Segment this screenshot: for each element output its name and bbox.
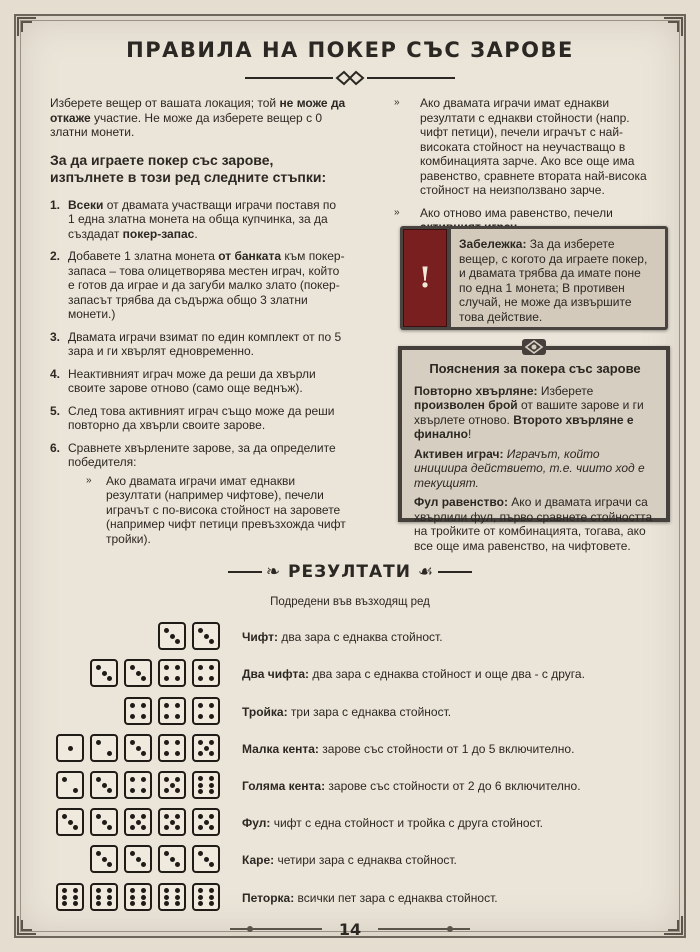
die-pip <box>62 888 67 893</box>
die-pip <box>130 665 135 670</box>
die-pip <box>164 777 169 782</box>
die-face-5-icon <box>158 808 186 836</box>
result-row <box>0 697 700 727</box>
die-pip <box>62 901 67 906</box>
die-face-3-icon <box>56 808 84 836</box>
result-description <box>242 891 498 905</box>
die-face-3-icon <box>158 845 186 873</box>
die-face-3-icon <box>124 845 152 873</box>
result-description <box>242 742 574 756</box>
divider-line <box>438 571 472 573</box>
die-pip <box>107 825 112 830</box>
die-pip <box>102 671 107 676</box>
die-pip <box>170 857 175 862</box>
die-pip <box>198 714 203 719</box>
die-pip <box>136 671 141 676</box>
die-face-6-icon <box>192 771 220 799</box>
die-pip <box>175 895 180 900</box>
result-name: Два чифта: <box>242 667 310 681</box>
die-face-4-icon <box>124 771 152 799</box>
die-pip <box>204 634 209 639</box>
die-pip <box>198 676 203 681</box>
result-name: Малка кента: <box>242 742 319 756</box>
result-row <box>0 734 700 764</box>
die-pip <box>141 788 146 793</box>
die-pip <box>198 703 203 708</box>
step-item: 1. Всеки от двамата участващи играчи поставя по 1 една златна монета на обща купчинка, за да създадат покер-запас. <box>50 197 337 241</box>
die-pip <box>96 888 101 893</box>
die-face-4-icon <box>192 697 220 725</box>
die-pip <box>62 814 67 819</box>
swirl-right-icon: ☙ <box>417 562 435 582</box>
die-pip <box>198 895 203 900</box>
die-pip <box>73 901 78 906</box>
corner-ornament-icon <box>16 16 38 38</box>
die-pip <box>96 895 101 900</box>
die-pip <box>130 777 135 782</box>
step-sub-bullet: » Ако двамата играчи имат еднакви резултати (например чифтове), печели играчът с по-висока стойност на заровете (например чифт петици превъзхожда чифт тройки). <box>86 473 346 546</box>
result-desc: зарове със стойности от 2 до 6 включително. <box>325 779 581 793</box>
die-face-1-icon <box>56 734 84 762</box>
die-face-6-icon <box>56 883 84 911</box>
glossary-title: Пояснения за покера със зарове <box>429 361 641 376</box>
die-pip <box>141 862 146 867</box>
swirl-left-icon: ❧ <box>265 562 282 582</box>
die-pip <box>141 751 146 756</box>
die-pip <box>198 776 203 781</box>
die-pip <box>62 777 67 782</box>
result-row <box>0 622 700 652</box>
die-pip <box>198 901 203 906</box>
die-face-5-icon <box>158 771 186 799</box>
die-pip <box>130 714 135 719</box>
die-pip <box>96 740 101 745</box>
dice-group <box>124 697 220 727</box>
die-pip <box>102 857 107 862</box>
result-description <box>242 667 585 681</box>
die-face-3-icon <box>158 622 186 650</box>
die-pip <box>130 888 135 893</box>
die-face-6-icon <box>124 883 152 911</box>
die-pip <box>102 783 107 788</box>
warning-icon: ! <box>403 229 447 327</box>
die-pip <box>164 676 169 681</box>
dice-group <box>56 808 220 838</box>
die-pip <box>209 825 214 830</box>
steps-heading: За да играете покер със зарове, изпълнете в този ред следните стъпки: <box>50 151 327 185</box>
die-pip <box>209 703 214 708</box>
die-pip <box>164 703 169 708</box>
die-pip <box>198 628 203 633</box>
divider-line <box>228 571 262 573</box>
page-number: 14 <box>338 920 362 939</box>
result-desc: три зара с еднаква стойност. <box>287 705 452 719</box>
die-pip <box>164 814 169 819</box>
die-pip <box>68 746 73 751</box>
result-description <box>242 816 543 830</box>
die-pip <box>204 746 209 751</box>
result-name: Голяма кента: <box>242 779 326 793</box>
die-pip <box>164 901 169 906</box>
die-pip <box>204 820 209 825</box>
die-pip <box>164 851 169 856</box>
result-description <box>242 630 443 644</box>
note-box <box>400 226 668 330</box>
result-row <box>0 845 700 875</box>
die-pip <box>175 740 180 745</box>
result-description <box>242 705 451 719</box>
die-pip <box>130 814 135 819</box>
die-pip <box>136 820 141 825</box>
die-pip <box>209 901 214 906</box>
die-pip <box>209 776 214 781</box>
result-row <box>0 771 700 801</box>
die-pip <box>198 789 203 794</box>
die-pip <box>209 676 214 681</box>
die-face-4-icon <box>158 659 186 687</box>
note-text: Забележка: За да изберете вещер, с когото да играете покер, и двамата трябва да имате поне по една 1 монета; В противен случай, не може да извършите това действие. <box>451 229 665 327</box>
die-pip <box>164 788 169 793</box>
results-heading: ❧ РЕЗУЛТАТИ ☙ <box>0 562 700 582</box>
glossary-item: Повторно хвърляне: Изберете произволен брой от вашите зарове и ги хвърлете отново. Второто хвърляне е финално! <box>414 383 644 441</box>
die-pip <box>164 740 169 745</box>
die-pip <box>175 777 180 782</box>
die-pip <box>209 751 214 756</box>
die-face-3-icon <box>192 845 220 873</box>
footer-ornament-icon <box>378 924 470 934</box>
corner-ornament-icon <box>16 914 38 936</box>
die-pip <box>130 788 135 793</box>
die-pip <box>164 888 169 893</box>
title-divider-icon <box>245 70 455 86</box>
step-item: 6. Сравнете хвърлените зарове, за да определите победителя: » Ако двамата играчи имат еднакви резултати (например чифтове), печели играчът с по-висока стойност на заровете (например чифт петици превъзхожда чифт тройки). <box>50 440 346 546</box>
dice-group <box>90 659 220 689</box>
result-desc: чифт с една стойност и тройка с друга стойност. <box>270 816 544 830</box>
die-pip <box>107 676 112 681</box>
die-pip <box>175 814 180 819</box>
die-pip <box>73 888 78 893</box>
die-pip <box>198 740 203 745</box>
result-desc: два зара с еднаква стойност и още два - с друга. <box>309 667 585 681</box>
corner-ornament-icon <box>662 914 684 936</box>
die-face-2-icon <box>56 771 84 799</box>
dice-group <box>56 771 220 801</box>
chevron-right-icon: » <box>394 206 400 218</box>
die-pip <box>164 714 169 719</box>
die-pip <box>62 895 67 900</box>
result-row <box>0 659 700 689</box>
dice-group <box>90 845 220 875</box>
die-face-3-icon <box>192 622 220 650</box>
die-pip <box>175 665 180 670</box>
die-pip <box>198 825 203 830</box>
die-pip <box>198 665 203 670</box>
die-pip <box>136 746 141 751</box>
die-pip <box>141 895 146 900</box>
die-pip <box>209 740 214 745</box>
die-pip <box>170 634 175 639</box>
results-subtitle: Подредени във възходящ ред <box>270 596 430 608</box>
result-name: Каре: <box>242 853 275 867</box>
die-pip <box>164 628 169 633</box>
die-pip <box>204 857 209 862</box>
die-pip <box>96 814 101 819</box>
die-pip <box>130 825 135 830</box>
die-pip <box>107 901 112 906</box>
die-pip <box>209 888 214 893</box>
die-pip <box>73 788 78 793</box>
die-pip <box>96 777 101 782</box>
result-desc: два зара с еднаква стойност. <box>278 630 443 644</box>
die-face-3-icon <box>90 659 118 687</box>
die-pip <box>141 777 146 782</box>
dice-group <box>56 883 220 913</box>
corner-ornament-icon <box>662 16 684 38</box>
die-face-5-icon <box>124 808 152 836</box>
result-row <box>0 883 700 913</box>
die-pip <box>164 665 169 670</box>
chevron-right-icon: » <box>86 474 92 486</box>
die-pip <box>175 714 180 719</box>
die-pip <box>130 895 135 900</box>
die-pip <box>96 901 101 906</box>
die-pip <box>175 676 180 681</box>
glossary-box <box>398 346 670 553</box>
result-description <box>242 853 457 867</box>
step-item: 2. Добавете 1 златна монета от банката към покер-запаса – това олицетворява местен играч, който е готов да играе и да загуби малко злато (покер-запасът трябва да съдържа общо 3 златни монети.) <box>50 249 345 321</box>
die-pip <box>164 825 169 830</box>
result-name: Тройка: <box>242 705 288 719</box>
die-pip <box>107 895 112 900</box>
die-pip <box>141 703 146 708</box>
result-desc: всички пет зара с еднаква стойност. <box>294 891 498 905</box>
die-pip <box>141 825 146 830</box>
die-face-3-icon <box>90 808 118 836</box>
step-item: 5. След това активният играч също може да реши повторно да хвърли своите зарове. <box>50 403 335 432</box>
die-face-5-icon <box>192 734 220 762</box>
die-face-3-icon <box>124 734 152 762</box>
result-name: Фул: <box>242 816 271 830</box>
steps-list <box>50 198 346 547</box>
die-face-4-icon <box>124 697 152 725</box>
die-pip <box>209 895 214 900</box>
die-pip <box>209 814 214 819</box>
die-face-4-icon <box>192 659 220 687</box>
die-face-3-icon <box>124 659 152 687</box>
die-pip <box>141 901 146 906</box>
die-pip <box>209 714 214 719</box>
left-column <box>50 96 346 554</box>
die-pip <box>209 639 214 644</box>
die-pip <box>107 888 112 893</box>
die-pip <box>175 703 180 708</box>
die-pip <box>170 783 175 788</box>
glossary-item: Фул равенство: Ако и двамата играчи са хвърлили фул, първо сравнете стойността на тройките от комбинацията, тогава, ако все още има равенство, на чифтовете. <box>414 495 653 553</box>
result-name: Петорка: <box>242 891 295 905</box>
die-pip <box>164 895 169 900</box>
result-desc: четири зара с еднаква стойност. <box>274 853 457 867</box>
step-item: 3. Двамата играчи взимат по един комплект от по 5 зара и ги хвърлят едновременно. <box>50 329 342 358</box>
die-pip <box>170 820 175 825</box>
die-face-6-icon <box>90 883 118 911</box>
die-pip <box>136 857 141 862</box>
die-pip <box>73 895 78 900</box>
die-pip <box>198 888 203 893</box>
die-pip <box>209 783 214 788</box>
dice-group <box>158 622 220 652</box>
die-pip <box>107 751 112 756</box>
die-pip <box>198 814 203 819</box>
die-pip <box>68 820 73 825</box>
result-description <box>242 779 581 793</box>
footer-ornament-icon <box>230 924 322 934</box>
die-pip <box>175 751 180 756</box>
page-title: ПРАВИЛА НА ПОКЕР СЪС ЗАРОВЕ <box>126 38 574 62</box>
die-pip <box>175 788 180 793</box>
die-pip <box>141 888 146 893</box>
right-column <box>394 96 660 243</box>
knot-ornament-icon <box>514 336 554 358</box>
die-pip <box>130 901 135 906</box>
result-name: Чифт: <box>242 630 279 644</box>
die-pip <box>209 665 214 670</box>
tie-rule-bullet: » Ако отново има равенство, печели <box>394 205 613 220</box>
die-pip <box>96 851 101 856</box>
result-row <box>0 808 700 838</box>
die-face-4-icon <box>158 697 186 725</box>
die-pip <box>73 825 78 830</box>
die-pip <box>130 703 135 708</box>
die-pip <box>209 789 214 794</box>
intro-paragraph: Изберете вещер от вашата локация; той не може да откаже участие. Не може да изберете вещер с 0 златни монети. <box>50 96 346 139</box>
die-face-2-icon <box>90 734 118 762</box>
die-pip <box>209 862 214 867</box>
die-face-4-icon <box>158 734 186 762</box>
die-face-6-icon <box>192 883 220 911</box>
die-pip <box>198 783 203 788</box>
die-pip <box>198 751 203 756</box>
chevron-right-icon: » <box>394 97 400 108</box>
die-pip <box>141 714 146 719</box>
die-pip <box>141 814 146 819</box>
die-pip <box>175 825 180 830</box>
die-pip <box>175 862 180 867</box>
die-face-3-icon <box>90 771 118 799</box>
step-item: 4. Неактивният играч може да реши да хвърли своите зарове отново (само още веднъж). <box>50 366 316 395</box>
die-pip <box>102 820 107 825</box>
result-desc: зарове със стойности от 1 до 5 включително. <box>318 742 575 756</box>
die-face-5-icon <box>192 808 220 836</box>
die-pip <box>175 888 180 893</box>
die-pip <box>141 676 146 681</box>
tie-rule-bullet: » Ако двамата играчи имат еднакви резултати с еднакви стойности (напр. чифт петици), печели играчът с най-високата стойност на неучастващо в комбинацията зарче. Ако все още има равенство, сравнете втората най-висока стойност на неизползвано зарче. <box>394 96 647 197</box>
die-pip <box>96 665 101 670</box>
die-pip <box>130 851 135 856</box>
die-pip <box>107 788 112 793</box>
die-face-3-icon <box>90 845 118 873</box>
die-pip <box>107 862 112 867</box>
die-pip <box>175 901 180 906</box>
die-face-6-icon <box>158 883 186 911</box>
die-pip <box>198 851 203 856</box>
die-pip <box>130 740 135 745</box>
die-pip <box>175 639 180 644</box>
dice-group <box>56 734 220 764</box>
die-pip <box>164 751 169 756</box>
glossary-item: Активен играч: Играчът, който инициира действието, т.е. чиито ход е текущият. <box>414 446 645 490</box>
